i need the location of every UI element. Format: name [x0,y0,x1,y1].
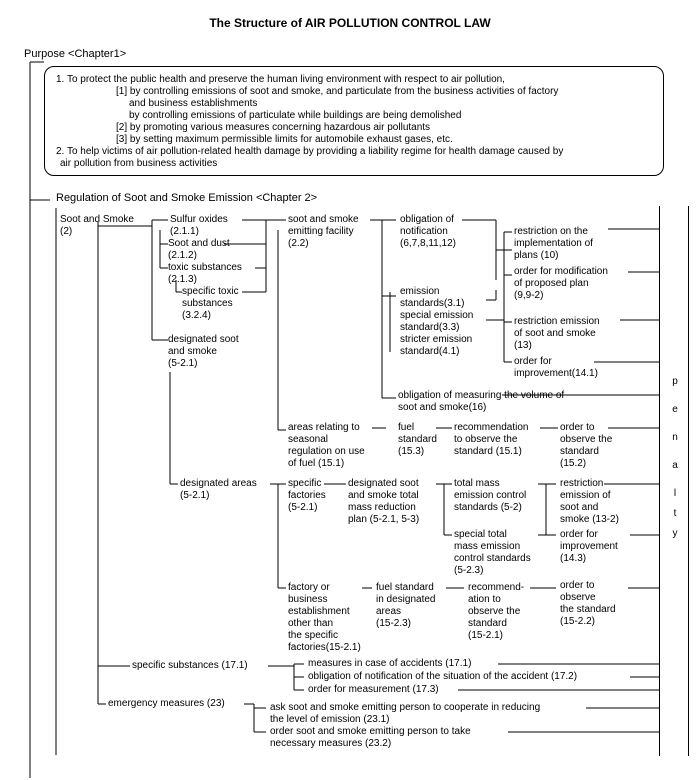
purpose-line-4: by controlling emissions of particulate while buildings are being demolished [129,110,462,121]
node-order-improvement-14-3: order for improvement (14.3) [560,529,618,564]
node-designated-soot-and-smoke: designated soot and smoke (5-2.1) [168,334,239,369]
penalty-letter-l: l [673,488,677,499]
node-emitting-facility: soot and smoke emitting facility (2.2) [288,214,359,249]
node-specific-factories: specific factories (5-2.1) [288,478,326,513]
penalty-letter-p: p [672,376,678,387]
node-recommendation-15-2: recommend- ation to observe the standard (15-2.1) [468,582,525,641]
node-soot-and-dust: Soot and dust (2.1.2) [168,238,230,261]
purpose-line-5: [2] by promoting various measures concerning hazardous air pollutants [116,122,431,133]
node-emergency-measures: emergency measures (23) [108,698,225,709]
penalty-letter-a: a [672,460,678,471]
penalty-letter-y: y [672,528,678,539]
purpose-line-8: air pollution from business activities [60,158,218,169]
node-restriction-implementation: restriction on the implementation of plans (10) [514,226,593,261]
page-title: The Structure of AIR POLLUTION CONTROL LAW [209,16,491,30]
purpose-line-7: 2. To help victims of air pollution-related health damage by providing a liability regime for health damage caused by [56,146,564,157]
node-special-total-mass: special total mass emission control standards (5-2.3) [454,529,531,576]
node-obligation-notification: obligation of notification (6,7,8,11,12) [400,214,456,249]
node-order-measurement: order for measurement (17.3) [308,684,439,695]
penalty-letter-n: n [672,432,678,443]
node-emission-standards: emission standards(3.1) special emission standard(3.3) stricter emission standard(4.1) [400,286,474,357]
node-toxic-substances: toxic substances (2.1.3) [168,262,242,285]
node-sulfur-oxides: Sulfur oxides (2.1.1) [170,214,228,237]
purpose-line-6: [3] by setting maximum permissible limits for automobile exhaust gases, etc. [116,134,453,145]
purpose-line-3: and business establishments [129,98,258,109]
node-accident-notification: obligation of notification of the situation of the accident (17.2) [308,671,578,682]
node-designated-areas: designated areas (5-2.1) [180,478,257,501]
node-order-improvement: order for improvement(14.1) [514,356,598,379]
node-fuel-standard-designated: fuel standard in designated areas (15-2.3) [376,582,436,629]
node-restriction-emission: restriction emission of soot and smoke (13) [514,316,600,351]
node-restriction-soot-13-2: restriction emission of soot and smoke (13-2) [560,478,619,525]
node-obligation-measuring: obligation of measuring the volume of soot and smoke(16) [398,390,565,413]
node-seasonal-areas: areas relating to seasonal regulation on use of fuel (15.1) [288,422,365,469]
purpose-line-1: 1. To protect the public health and preserve the human living environment with respect to air pollution, [56,74,505,85]
node-specific-substances: specific substances (17.1) [132,660,248,671]
node-soot-and-smoke: Soot and Smoke (2) [60,214,134,237]
node-recommendation: recommendation to observe the standard (15.1) [454,422,529,457]
penalty-column [659,206,689,756]
node-total-mass-standards: total mass emission control standards (5-2) [454,478,527,513]
chapter2-heading: Regulation of Soot and Smoke Emission <Chapter 2> [56,192,318,204]
node-accident-measures: measures in case of accidents (17.1) [308,658,472,669]
node-order-reduce: order soot and smoke emitting person to take necessary measures (23.2) [270,726,471,749]
node-order-modification: order for modification of proposed plan (9,9-2) [514,266,608,301]
penalty-letter-t: t [673,508,677,519]
purpose-line-2: [1] by controlling emissions of soot and smoke, and particulate from the business activities of factory [116,86,559,97]
node-total-mass-plan: designated soot and smoke total mass reduction plan (5-2.1, 5-3) [348,478,420,525]
node-order-observe: order to observe the standard (15.2) [560,422,613,469]
node-specific-toxic-substances: specific toxic substances (3.2.4) [182,286,239,321]
penalty-letter-e: e [672,404,678,415]
node-fuel-standard: fuel standard (15.3) [398,422,437,457]
purpose-heading: Purpose <Chapter1> [24,48,127,60]
node-ask-cooperate: ask soot and smoke emitting person to cooperate in reducing the level of emission (23.1) [270,702,541,725]
node-order-observe-15-2-2: order to observe the standard (15-2.2) [560,580,616,627]
node-other-factory: factory or business establishment other than the specific factories(15-2.1) [288,582,361,653]
